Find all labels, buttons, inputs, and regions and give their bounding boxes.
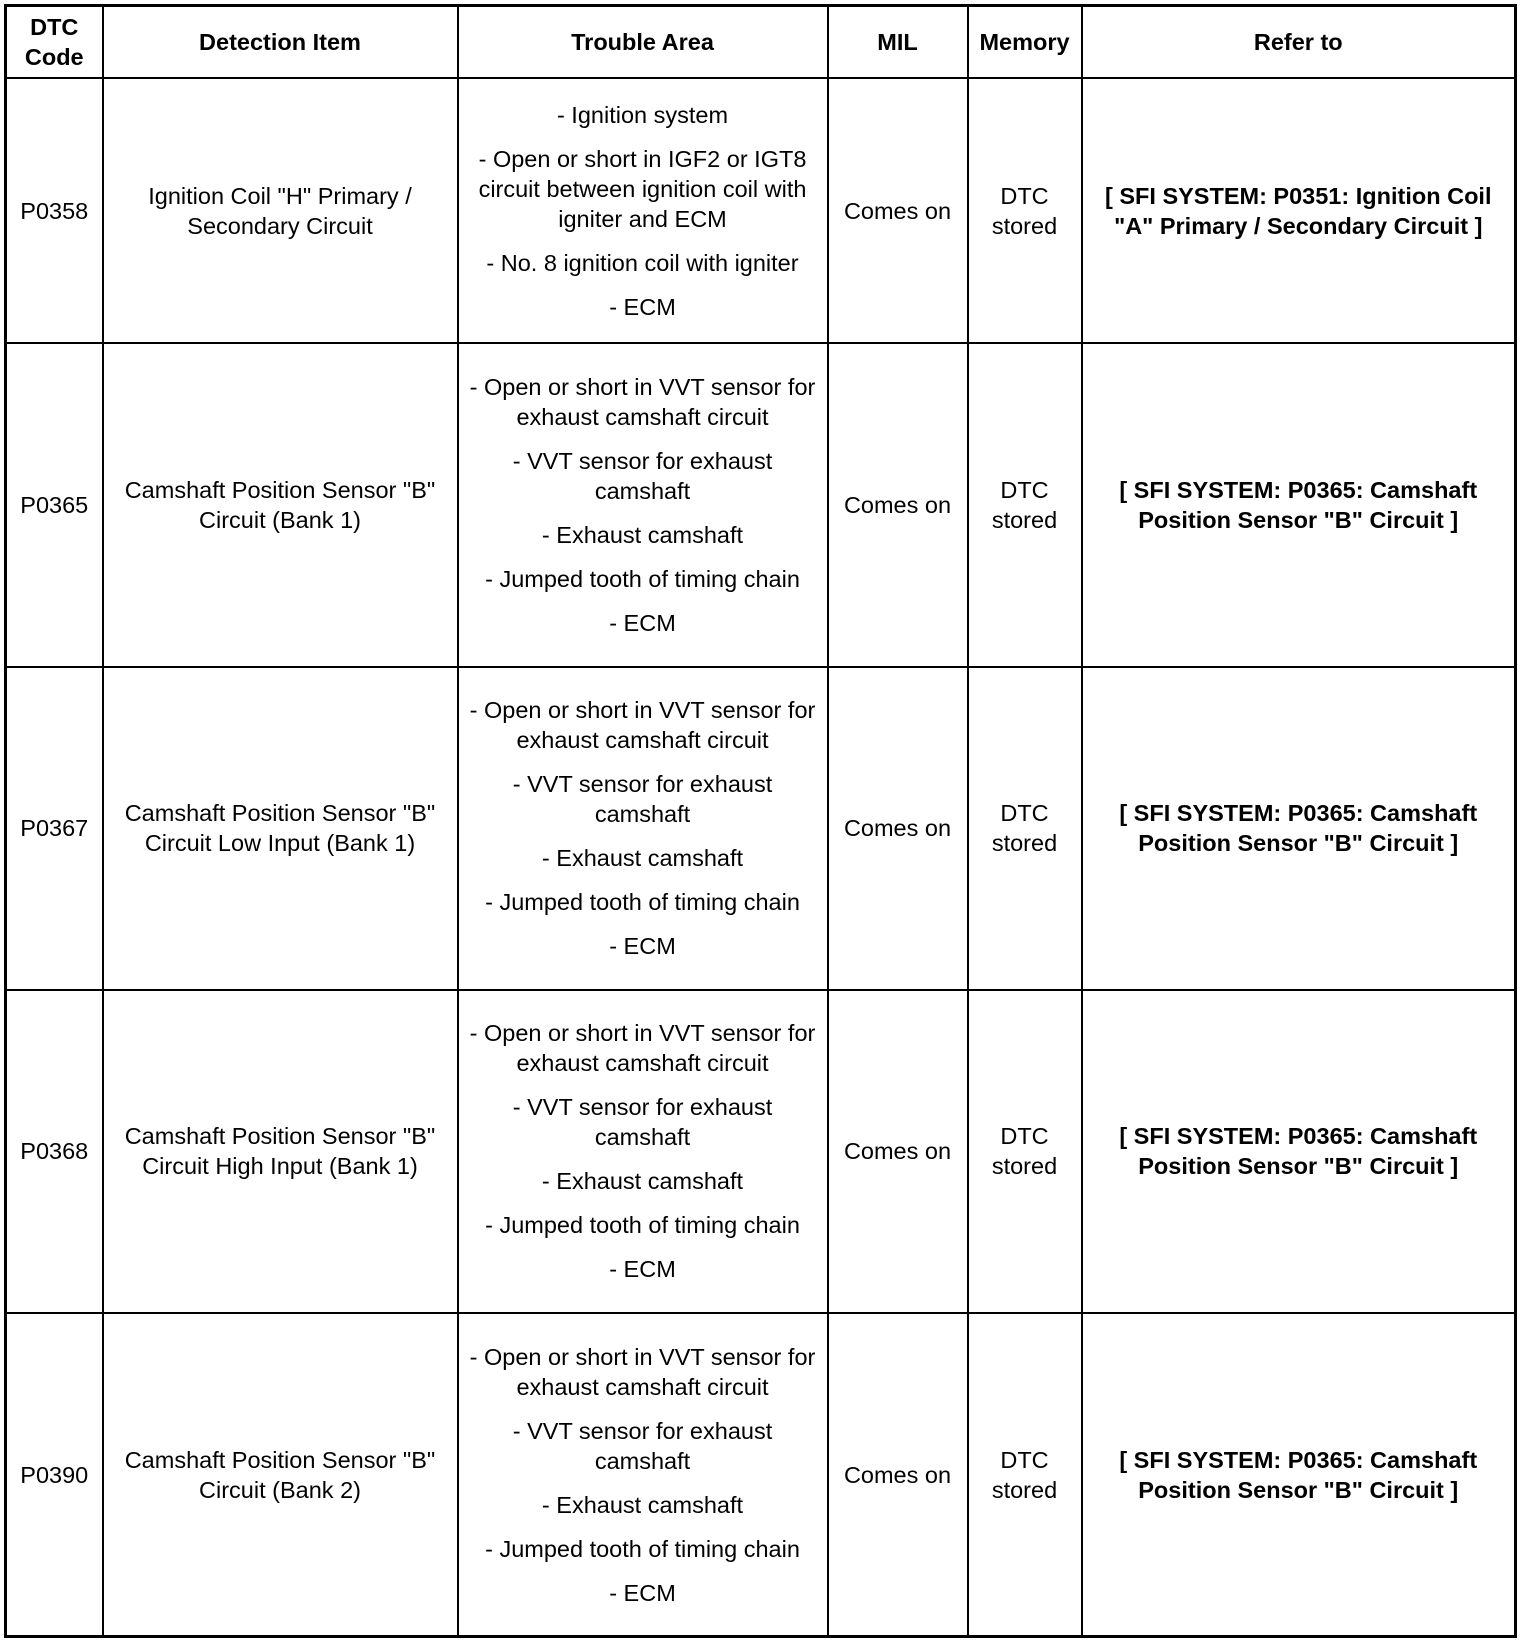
trouble-area-item: - ECM <box>609 293 676 320</box>
trouble-area-cell <box>458 1313 828 1636</box>
detection-item-cell: Camshaft Position Sensor "B" Circuit (Bank 2) <box>103 1313 458 1636</box>
trouble-area-item: - Exhaust camshaft <box>541 1168 744 1195</box>
header-row <box>6 6 1516 79</box>
trouble-area-item: - Ignition system <box>556 101 729 128</box>
header-memory: Memory <box>968 6 1082 79</box>
header-detection-item: Detection Item <box>103 6 458 79</box>
detection-item-cell: Ignition Coil "H" Primary / Secondary Circuit <box>103 78 458 343</box>
table-row <box>6 990 1516 1313</box>
header-refer-to: Refer to <box>1082 6 1516 79</box>
trouble-area-item: - Exhaust camshaft <box>541 1491 744 1518</box>
mil-cell: Comes on <box>828 343 968 666</box>
table-row <box>6 1313 1516 1636</box>
trouble-area-cell <box>458 667 828 990</box>
memory-cell: DTC stored <box>968 667 1082 990</box>
trouble-area-item: - ECM <box>609 1579 676 1606</box>
header-mil: MIL <box>828 6 968 79</box>
refer-to-link[interactable]: [ SFI SYSTEM: P0365: Camshaft Position Sensor "B" Circuit ] <box>1082 1313 1516 1636</box>
trouble-area-item: - Open or short in VVT sensor for exhaust camshaft circuit <box>469 1020 816 1077</box>
trouble-area-item: - No. 8 ignition coil with igniter <box>486 249 799 276</box>
table-row <box>6 343 1516 666</box>
refer-to-link[interactable]: [ SFI SYSTEM: P0365: Camshaft Position Sensor "B" Circuit ] <box>1082 667 1516 990</box>
detection-item-cell: Camshaft Position Sensor "B" Circuit Low Input (Bank 1) <box>103 667 458 990</box>
refer-to-link[interactable]: [ SFI SYSTEM: P0365: Camshaft Position Sensor "B" Circuit ] <box>1082 343 1516 666</box>
table-body <box>6 78 1516 1637</box>
trouble-area-cell <box>458 343 828 666</box>
table-row <box>6 78 1516 343</box>
memory-cell: DTC stored <box>968 343 1082 666</box>
trouble-area-item: - VVT sensor for exhaust camshaft <box>512 447 773 504</box>
memory-cell: DTC stored <box>968 990 1082 1313</box>
header-trouble-area: Trouble Area <box>458 6 828 79</box>
trouble-area-item: - Open or short in VVT sensor for exhaust camshaft circuit <box>469 373 816 430</box>
trouble-area-item: - Exhaust camshaft <box>541 845 744 872</box>
trouble-area-item: - Open or short in IGF2 or IGT8 circuit between ignition coil with igniter and ECM <box>478 145 807 232</box>
dtc-code-cell: P0358 <box>6 78 103 343</box>
refer-to-link[interactable]: [ SFI SYSTEM: P0365: Camshaft Position Sensor "B" Circuit ] <box>1082 990 1516 1313</box>
trouble-area-item: - Jumped tooth of timing chain <box>485 565 800 592</box>
trouble-area-item: - ECM <box>609 1256 676 1283</box>
trouble-area-item: - Jumped tooth of timing chain <box>485 1212 800 1239</box>
trouble-area-cell <box>458 78 828 343</box>
mil-cell: Comes on <box>828 78 968 343</box>
mil-cell: Comes on <box>828 990 968 1313</box>
trouble-area-cell <box>458 990 828 1313</box>
memory-cell: DTC stored <box>968 1313 1082 1636</box>
header-dtc-code: DTC Code <box>6 6 103 79</box>
memory-cell: DTC stored <box>968 78 1082 343</box>
trouble-area-item: - Exhaust camshaft <box>541 521 744 548</box>
trouble-area-item: - VVT sensor for exhaust camshaft <box>512 771 773 828</box>
detection-item-cell: Camshaft Position Sensor "B" Circuit High Input (Bank 1) <box>103 990 458 1313</box>
refer-to-link[interactable]: [ SFI SYSTEM: P0351: Ignition Coil "A" Primary / Secondary Circuit ] <box>1082 78 1516 343</box>
trouble-area-item: - Jumped tooth of timing chain <box>485 1535 800 1562</box>
mil-cell: Comes on <box>828 1313 968 1636</box>
dtc-code-cell: P0368 <box>6 990 103 1313</box>
trouble-area-item: - Jumped tooth of timing chain <box>485 889 800 916</box>
dtc-code-cell: P0390 <box>6 1313 103 1636</box>
detection-item-cell: Camshaft Position Sensor "B" Circuit (Bank 1) <box>103 343 458 666</box>
table-row <box>6 667 1516 990</box>
dtc-code-cell: P0367 <box>6 667 103 990</box>
trouble-area-item: - ECM <box>609 609 676 636</box>
trouble-area-item: - Open or short in VVT sensor for exhaust camshaft circuit <box>469 1343 816 1400</box>
mil-cell: Comes on <box>828 667 968 990</box>
trouble-area-item: - VVT sensor for exhaust camshaft <box>512 1417 773 1474</box>
dtc-table <box>4 4 1517 1638</box>
trouble-area-item: - VVT sensor for exhaust camshaft <box>512 1094 773 1151</box>
dtc-code-cell: P0365 <box>6 343 103 666</box>
trouble-area-item: - Open or short in VVT sensor for exhaust camshaft circuit <box>469 697 816 754</box>
trouble-area-item: - ECM <box>609 933 676 960</box>
